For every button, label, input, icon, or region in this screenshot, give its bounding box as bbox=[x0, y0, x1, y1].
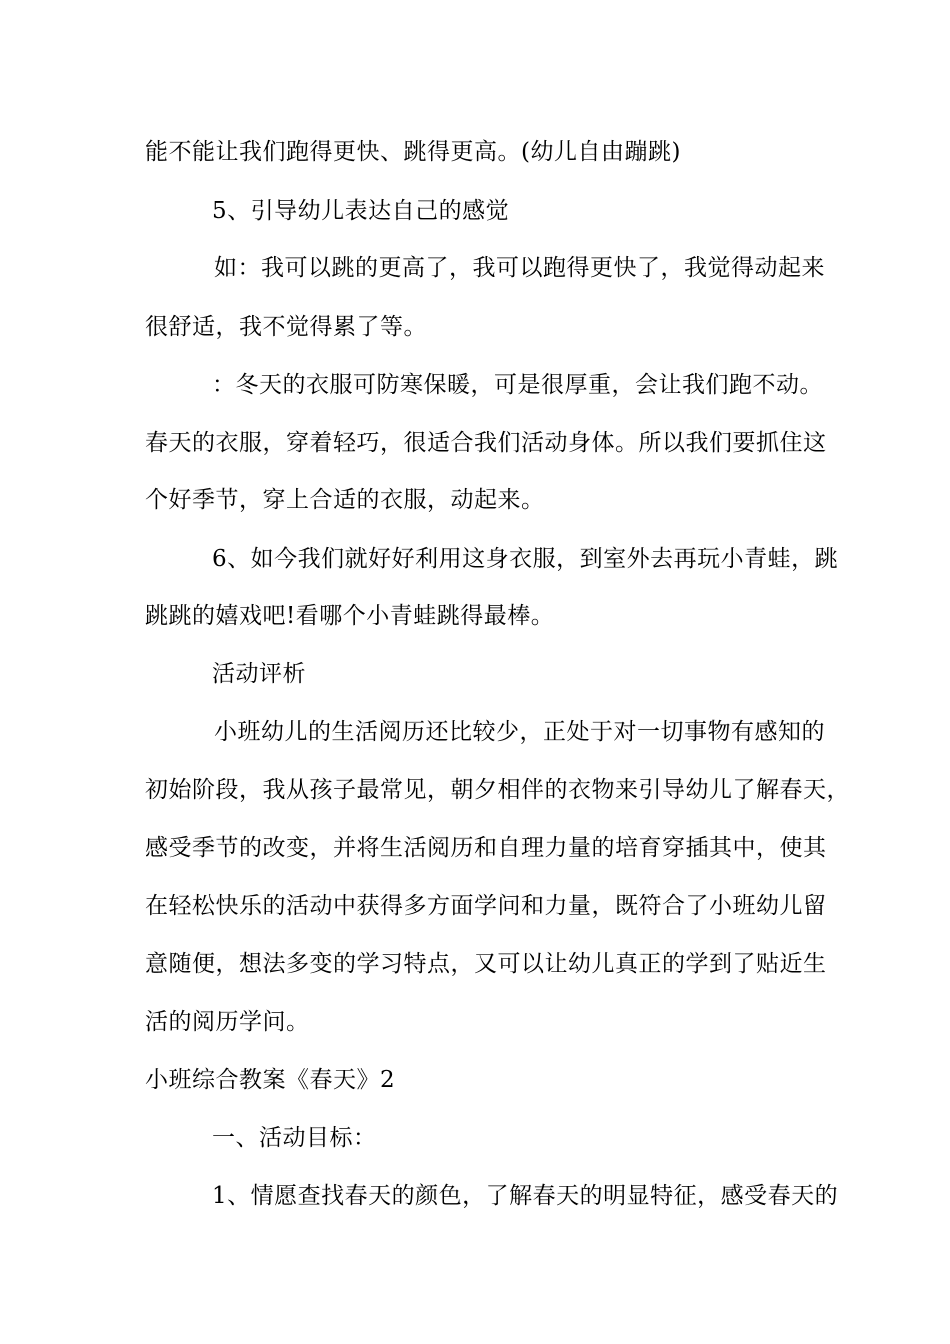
text-line-analysis-4: 在轻松快乐的活动中获得多方面学问和力量，既符合了小班幼儿留 bbox=[145, 893, 827, 919]
lesson-plan-title: 小班综合教案《春天》2 bbox=[145, 1067, 396, 1093]
text-line-step-5: 5、引导幼儿表达自己的感觉 bbox=[212, 198, 510, 224]
text-line-step-6: 6、如今我们就好好利用这身衣服，到室外去再玩小青蛙，跳 bbox=[212, 546, 839, 572]
text-line-continuation: 能不能让我们跑得更快、跳得更高。(幼儿自由蹦跳) bbox=[145, 139, 681, 165]
text-line-goal-1: 1、情愿查找春天的颜色，了解春天的明显特征，感受春天的 bbox=[212, 1183, 839, 1209]
text-line-summary-cont-2: 个好季节，穿上合适的衣服，动起来。 bbox=[145, 487, 545, 513]
section-heading-activity-goals: 一、活动目标： bbox=[212, 1125, 377, 1151]
text-line-analysis-3: 感受季节的改变，并将生活阅历和自理力量的培育穿插其中，使其 bbox=[145, 835, 827, 861]
section-heading-activity-analysis: 活动评析 bbox=[212, 661, 306, 687]
text-line-analysis-2: 初始阶段，我从孩子最常见，朝夕相伴的衣物来引导幼儿了解春天， bbox=[145, 777, 850, 803]
text-line-analysis-6: 活的阅历学问。 bbox=[145, 1009, 310, 1035]
text-line-example-cont: 很舒适，我不觉得累了等。 bbox=[145, 314, 427, 340]
text-line-analysis-5: 意随便，想法多变的学习特点，又可以让幼儿真正的学到了贴近生 bbox=[145, 951, 827, 977]
text-line-step-6-cont: 跳跳的嬉戏吧!看哪个小青蛙跳得最棒。 bbox=[145, 603, 555, 629]
text-line-analysis-1: 小班幼儿的生活阅历还比较少，正处于对一切事物有感知的 bbox=[214, 719, 825, 745]
text-line-summary: ：冬天的衣服可防寒保暖，可是很厚重，会让我们跑不动。 bbox=[212, 372, 823, 398]
text-line-summary-cont-1: 春天的衣服，穿着轻巧，很适合我们活动身体。所以我们要抓住这 bbox=[145, 430, 827, 456]
text-line-example: 如：我可以跳的更高了，我可以跑得更快了，我觉得动起来 bbox=[214, 255, 825, 281]
